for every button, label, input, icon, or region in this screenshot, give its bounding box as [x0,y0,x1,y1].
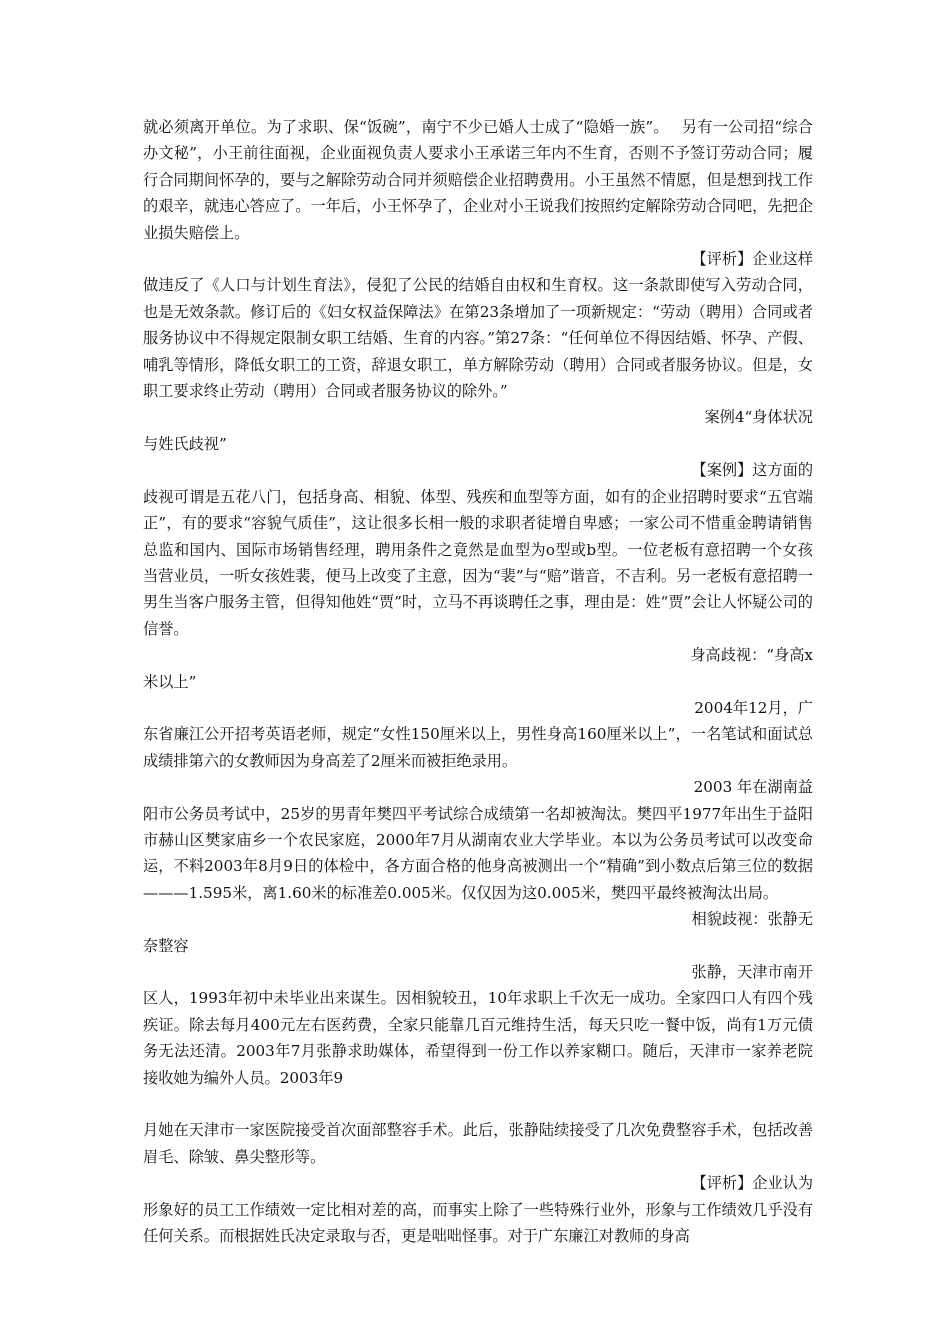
heading-commentary-1: 【评析】企业这样 [691,250,813,269]
heading-appearance-discrimination-continued: 奈整容 [143,936,189,955]
paragraph-commentary-1: 做违反了《人口与计划生育法》，侵犯了公民的结婚自由权和生育权。这一条款即使写入劳动合同，也是无效条款。修订后的《妇女权益保障法》在第23条增加了一项新规定：“劳动（聘用）合同或者服务协议中不得规定限制女职工结婚、生育的内容。”第27条：“任何单位不得因结婚、怀孕、产假、哺乳等情形，降低女职工的工资，辞退女职工，单方解除劳动（聘用）合同或者服务协议。但是，女职工要求终止劳动（聘用）合同或者服务协议的除外。” [143,276,813,401]
paragraph-zhangjing-continued: 月她在天津市一家医院接受首次面部整容手术。此后，张静陆续接受了几次免费整容手术，包括改善眉毛、除皱、鼻尖整形等。 [143,1121,813,1166]
paragraph-lianjiang-start: 2004年12月，广 [694,698,813,717]
paragraph-case-description: 歧视可谓是五花八门，包括身高、相貌、体型、残疾和血型等方面，如有的企业招聘时要求“五官端正”，有的要求“容貌气质佳”，这让很多长相一般的求职者徒增自卑感；一家公司不惜重金聘请销售总监和国内、国际市场销售经理，聘用条件之竟然是血型为o型或b型。一位老板有意招聘一个女孩当营业员，一听女孩姓裴，便马上改变了主意，因为“裴”与“赔”谐音，不吉利。另一老板有意招聘一男生当客户服务主管，但得知他姓“贾”时，立马不再谈聘任之事，理由是：姓“贾”会让人怀疑公司的信誉。 [143,487,813,638]
paragraph-zhangjing-start: 张静，天津市南开 [691,963,813,981]
paragraph-lianjiang: 东省廉江公开招考英语老师，规定“女性150厘米以上，男性身高160厘米以上”，一名笔试和面试总成绩排第六的女教师因为身高差了2厘米而被拒绝录用。 [143,725,813,770]
heading-height-discrimination: 身高歧视：“身高x [690,646,813,665]
paragraph-yiyang-start: 2003 年在湖南益 [693,778,813,797]
heading-case-4-continued: 与姓氏歧视” [143,434,227,453]
paragraph-hidden-marriage: 就必须离开单位。为了求职、保“饭碗”，南宁不少已婚人士成了“隐婚一族”。 另有一公司招“综合办文秘”，小王前往面视，企业面视负责人要求小王承诺三年内不生育，否则不予签订劳动合同；履行合同期间怀孕的，要与之解除劳动合同并须赔偿企业招聘费用。小王虽然不情愿，但是想到找工作的艰辛，就违心答应了。一年后，小王怀孕了，企业对小王说我们按照约定解除劳动合同吧，先把企业损失赔偿上。 [143,118,813,242]
heading-case-label: 【案例】这方面的 [691,461,813,480]
paragraph-gap [143,1091,813,1117]
paragraph-zhangjing: 区人，1993年初中未毕业出来谋生。因相貌较丑，10年求职上千次无一成功。全家四口人有四个残疾证。除去每月400元左右医药费，全家只能靠几百元维持生活，每天只吃一餐中饭，尚有1万元债务无法还清。2003年7月张静求助媒体，希望得到一份工作以养家糊口。随后，天津市一家养老院接收她为编外人员。2003年9 [143,989,813,1087]
document-page [143,114,813,1249]
heading-commentary-2: 【评析】企业认为 [691,1174,813,1193]
paragraph-commentary-2: 形象好的员工工作绩效一定比相对差的高，而事实上除了一些特殊行业外，形象与工作绩效几乎没有任何关系。而根据姓氏决定录取与否，更是咄咄怪事。对于广东廉江对教师的身高 [143,1200,813,1246]
heading-height-discrimination-continued: 米以上” [143,672,197,691]
heading-case-4: 案例4“身体状况 [704,408,813,427]
paragraph-yiyang: 阳市公务员考试中，25岁的男青年樊四平考试综合成绩第一名却被淘汰。樊四平1977年出生于益阳市赫山区樊家庙乡一个农民家庭，2000年7月从湖南农业大学毕业。本以为公务员考试可以改变命运，不料2003年8月9日的体检中，各方面合格的他身高被测出一个“精确”到小数点后第三位的数据———1.595米，离1.60米的标准差0.005米。仅仅因为这0.005米，樊四平最终被淘汰出局。 [143,804,813,902]
heading-appearance-discrimination: 相貌歧视：张静无 [691,910,813,929]
